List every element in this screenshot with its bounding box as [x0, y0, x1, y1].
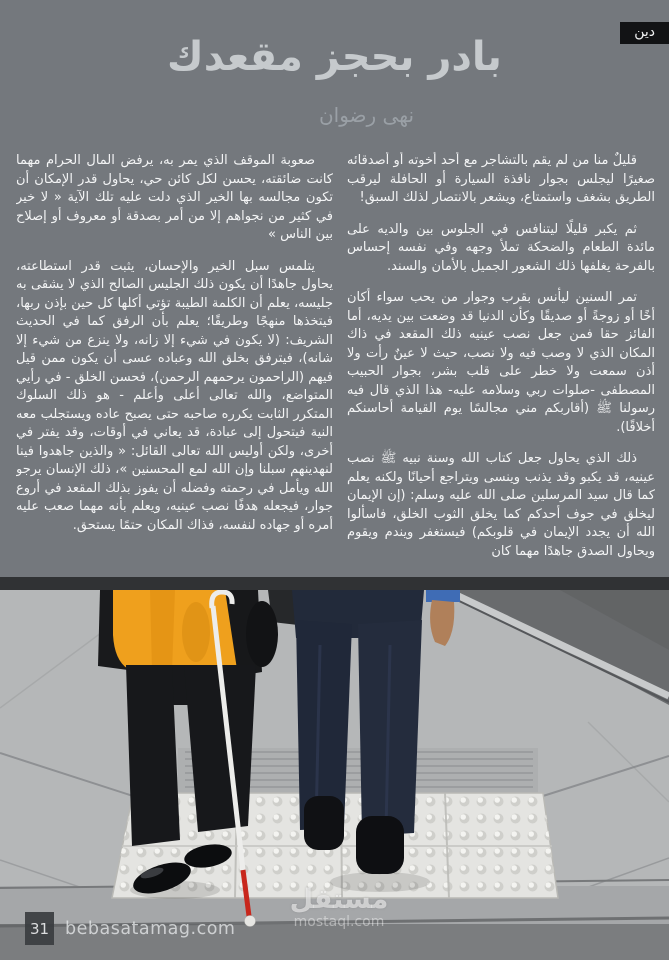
article-body — [16, 152, 655, 582]
paragraph: قليلٌ منا من لم يقم بالتشاجر مع أحد أخوته أو أصدقائه صغيرًا ليجلس بجوار نافذة السيارة أو الحافلة ليرقب الطريق بشغف واستمتاع، ويشعر بالانتصار لذلك السبق! — [347, 153, 655, 205]
paragraph: ثم يكبر قليلًا ليتنافس في الجلوس بين والديه على مائدة الطعام والضحكة تملأ وجهه وفي نفسه إحساس بالفرحة يغلفها ذلك الشعور الجميل بالأمان والسند. — [347, 221, 655, 274]
cane-ball-tip — [245, 916, 256, 927]
watermark-latin: mostaql.com — [293, 914, 385, 930]
photo-scene — [0, 590, 669, 960]
paragraph: ذلك الذي يحاول جعل كتاب الله وسنة نبيه ﷺ نصب عينيه، قد يكبو وقد يذنب وينسى ويتراجع أحيانًا ولكنه يعلم كما قال سيد المرسلين صلى الله عليه وسلم: (إن الإيمان ليخلق في جوف أحدكم كما يخلق الثوب الخلق، فاسألوا الله أن يجدد الإيمان في قلوبكم) فيستغفر ويندم ويقوم ويحاول الصدق جاهدًا مهما كان — [347, 451, 655, 559]
website-link[interactable]: bebasatamag.com — [65, 918, 236, 939]
article-column-left — [16, 152, 333, 582]
paragraph: يتلمس سبل الخير والإحسان، يثبت قدر استطاعته، يحاول جاهدًا أن يكون ذلك الجليس الصالح الذي لا يشقى به جليسه، يعلم أن الكلمة الطيبة تؤتي أكلها كل حين بإذن ربها، فيتخذها منهجًا وطريقًا؛ يعلم بأن الرفق كما في الحديث الشريف: (لا يكون في شيء إلا زانه، ولا ينزع من شيء إلا شانه)، فيترفق بخلق الله وعباده عسى أن يكون ممن قيل فيهم (الراحمون يرحمهم الرحمن)، فحسن الخلق - في رأيي المتواضع، والله تعالى أعلى وأعلم - هو ذلك السلوك المتكرر الثابت يكرره صاحبه حتى يصبح عاده ويستجلب معه النية فيتحول إلى عبادة، قد يعاني في أوقات، وقد يفتر في أخرى، ولكن أوليس الله تعالى القائل: « والذين جاهدوا فينا لنهدينهم سبلنا وإن الله لمع المحسنين »، ذلك الإنسان يرجو الله ويأمل في رحمته وفضله أن يفوز بذلك المقعد في أروع جوار، فيجعله هدفًا نصب عينيه، ويعلم بأنه مهما صعب عليه أمره أو جهاده لنفسه، فذاك المكان حتمًا يستحق. — [16, 258, 333, 533]
blue-sleeve — [426, 590, 460, 602]
shadow — [330, 872, 430, 892]
watermark-arabic: مستقل — [289, 884, 389, 915]
photo-top-bar — [0, 577, 669, 590]
footer — [25, 912, 235, 945]
category-tag: دين — [620, 22, 669, 44]
paragraph: صعوبة الموقف الذي يمر به، يرفض المال الحرام مهما كانت ضائقته، يحسن لكل كائن حي، يحاول قدر الإمكان أن تكون مجالسه بها الخير الذي دلت عليه تلك الآية « لا خير في كثير من نجواهم إلا من أمر بصدقة أو معروف أو إصلاح بين الناس » — [16, 153, 333, 242]
byline: نهى رضوان — [318, 103, 415, 127]
page-number: 31 — [25, 912, 54, 945]
article-column-right — [347, 152, 655, 582]
paragraph: تمر السنين ليأنس بقرب وجوار من يحب سواء أكان أخًا أو زوجةً أو صديقًا وكأن الدنيا قد وضعت بين يديه، أما الفائز حقا فمن جعل نصب عينيه ذلك المقعد في ذاك المكان الذي لا وصب فيه ولا نصب، حيث لا عينٌ رأت ولا أذن سمعت ولا خطر على قلب بشر، بجوار الحبيب المصطفى -صلوات ربي وسلامه عليه- هذا الذي قال فيه رسولنا ﷺ (أقاربكم مني مجالسًا يوم القيامة أحاسنكم أخلاقًا). — [347, 290, 655, 435]
page-title: بادر بحجز مقعدك — [167, 34, 502, 80]
street-photo — [0, 590, 669, 960]
